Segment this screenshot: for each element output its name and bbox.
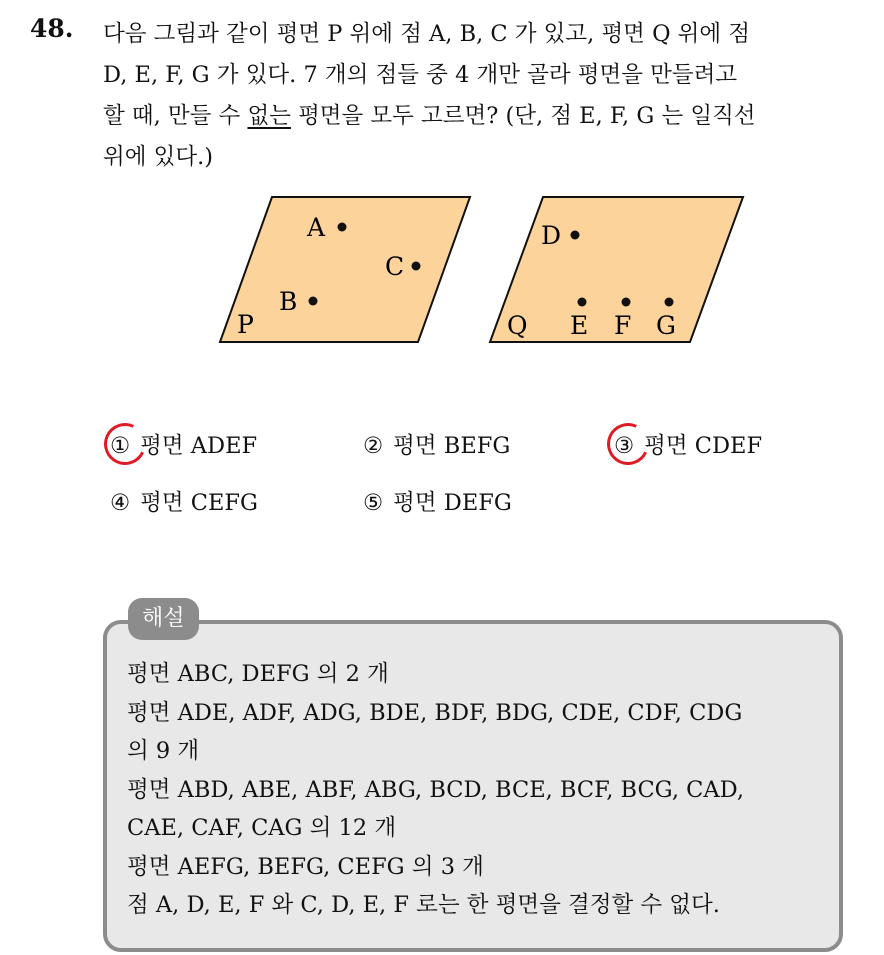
choice-2[interactable]: [363, 428, 510, 460]
question-line-3-start: 할 때, 만들 수: [103, 103, 248, 129]
question-line-4: 위에 있다.): [103, 144, 214, 170]
solution-line-2: 평면 ADE, ADF, ADG, BDE, BDF, BDG, CDE, CDF, CDG: [127, 699, 743, 726]
solution-line-3: 의 9 개: [127, 738, 200, 764]
choice-1-mark: ①: [110, 433, 131, 459]
point-f-label: F: [614, 311, 632, 340]
point-g-dot: [665, 298, 674, 307]
solution-line-7: 점 A, D, E, F 와 C, D, E, F 로는 한 평면을 결정할 수 없다.: [127, 892, 720, 918]
choice-3[interactable]: [614, 428, 762, 460]
choice-4-mark: ④: [110, 490, 131, 516]
solution-line-1: 평면 ABC, DEFG 의 2 개: [127, 661, 389, 687]
point-c-dot: [412, 262, 421, 271]
point-a-dot: [338, 223, 347, 232]
point-d-dot: [571, 231, 580, 240]
point-e-label: E: [570, 311, 589, 340]
question-line-1: 다음 그림과 같이 평면 P 위에 점 A, B, C 가 있고, 평면 Q 위에 점: [103, 21, 751, 47]
planes-figure: [0, 0, 884, 400]
solution-line-6: 평면 AEFG, BEFG, CEFG 의 3 개: [127, 853, 484, 880]
point-a-label: A: [307, 213, 326, 242]
solution-tag: 해설: [128, 598, 199, 640]
point-b-dot: [309, 297, 318, 306]
plane-p: [220, 197, 470, 342]
point-d-label: D: [541, 221, 562, 250]
point-b-label: B: [279, 287, 298, 316]
question-number: 48.: [30, 14, 74, 43]
solution-line-4: 평면 ABD, ABE, ABF, ABG, BCD, BCE, BCF, BCG, CAD,: [127, 776, 745, 803]
choice-2-mark: ②: [363, 433, 384, 459]
question-line-2: D, E, F, G 가 있다. 7 개의 점들 중 4 개만 골라 평면을 만들려고: [103, 62, 738, 88]
choice-5[interactable]: [363, 485, 512, 517]
underlined-word: 없는: [247, 103, 291, 129]
question-line-3-end: 평면을 모두 고르면? (단, 점 E, F, G 는 일직선: [290, 103, 756, 129]
choice-4[interactable]: [110, 485, 258, 517]
choice-5-mark: ⑤: [363, 490, 384, 516]
solution-text: [127, 655, 837, 925]
point-g-label: G: [656, 311, 676, 340]
choice-5-text: 평면 DEFG: [393, 490, 512, 516]
solution-line-5: CAE, CAF, CAG 의 12 개: [127, 815, 397, 841]
choice-4-text: 평면 CEFG: [140, 490, 259, 516]
choice-1[interactable]: [110, 428, 257, 460]
choice-1-text: 평면 ADEF: [140, 433, 258, 459]
point-e-dot: [578, 298, 587, 307]
point-f-dot: [622, 298, 631, 307]
choice-2-text: 평면 BEFG: [393, 433, 511, 459]
plane-q-label: Q: [507, 311, 528, 340]
choice-3-mark: ③: [614, 433, 635, 459]
point-c-label: C: [385, 252, 405, 281]
choice-3-text: 평면 CDEF: [644, 433, 763, 459]
plane-p-label: P: [237, 310, 254, 339]
